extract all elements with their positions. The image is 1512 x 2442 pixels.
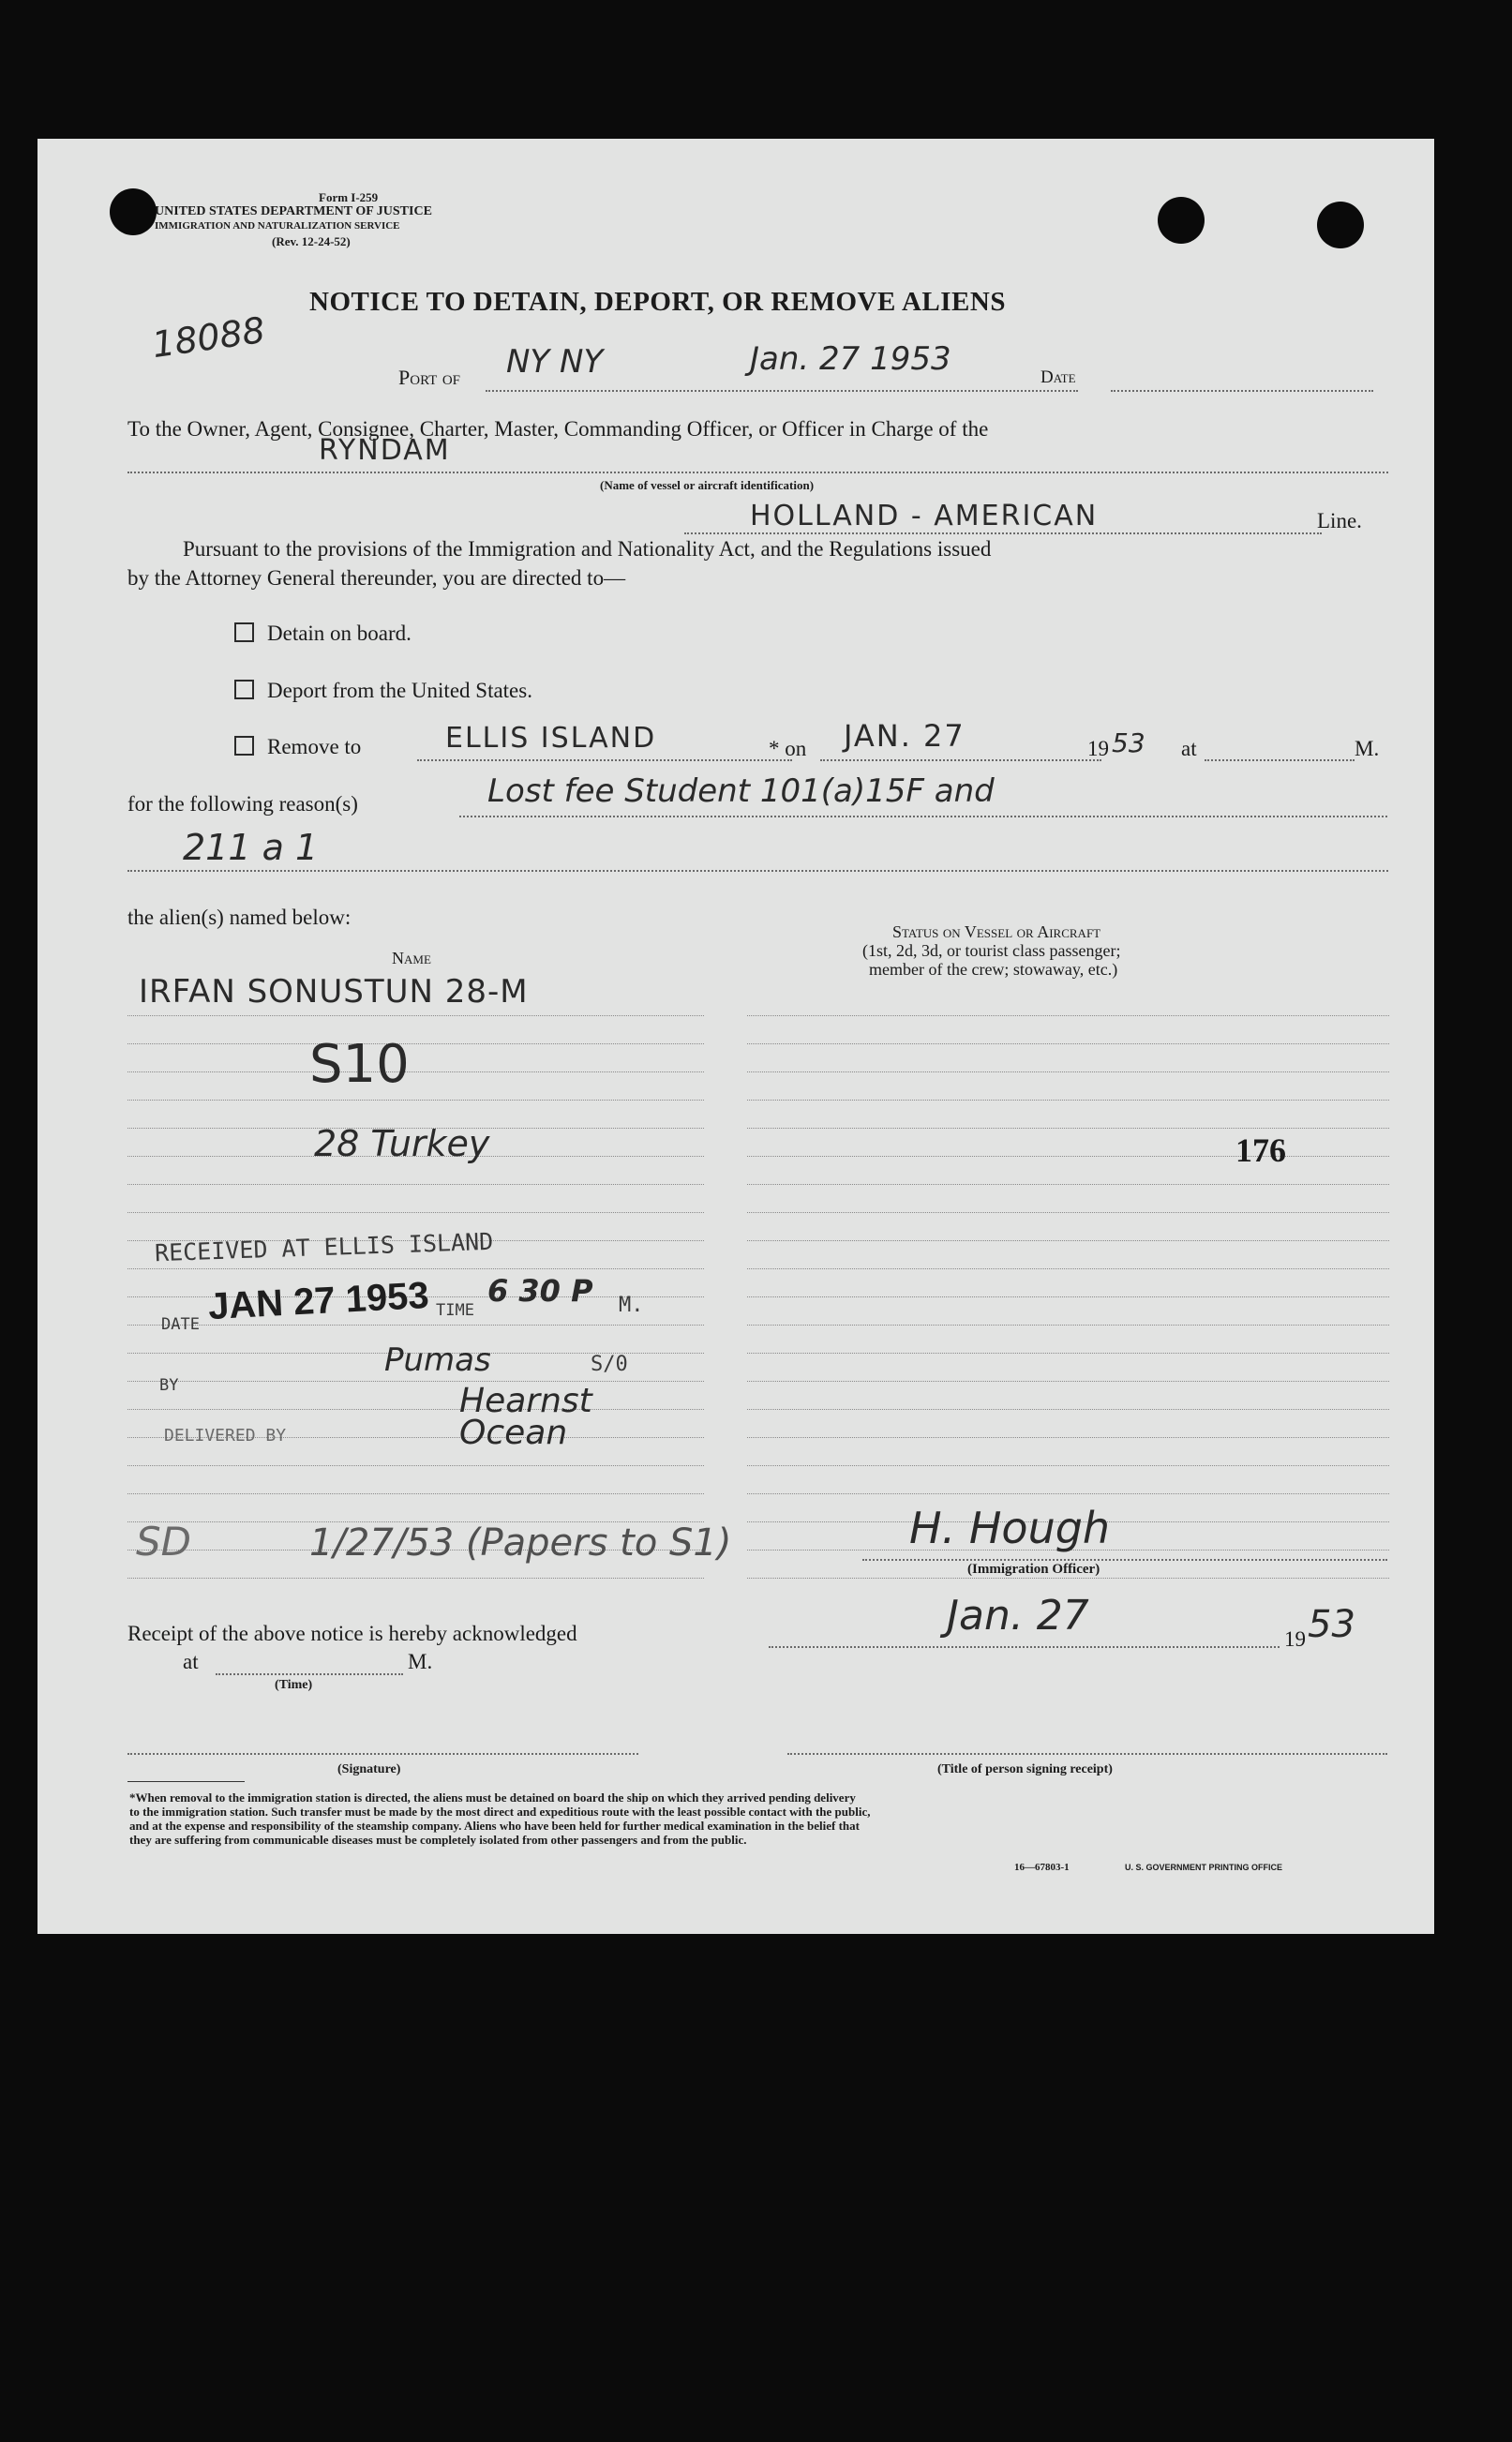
form-revision: (Rev. 12-24-52) <box>272 234 351 248</box>
status-header-line-2: (1st, 2d, 3d, or tourist class passenger; <box>862 941 1121 960</box>
remove-at-label: at <box>1181 737 1197 760</box>
signature-line <box>127 1753 638 1755</box>
agency-line-1: UNITED STATES DEPARTMENT OF JUSTICE <box>155 204 432 218</box>
status-rule-1 <box>747 1015 1389 1016</box>
status-rule-9 <box>747 1240 1389 1241</box>
name-rule-10 <box>127 1268 704 1269</box>
receipt-date-line <box>769 1646 1280 1648</box>
addressee-text: To the Owner, Agent, Consignee, Charter, Master, Commanding Officer, or Officer in Charge of the <box>127 417 989 441</box>
detain-label: Detain on board. <box>267 622 412 645</box>
print-code: 16—67803-1 <box>1014 1862 1070 1873</box>
stamp-by-label: BY <box>159 1376 179 1395</box>
deport-checkbox[interactable] <box>234 680 254 699</box>
signature-caption: (Signature) <box>337 1762 401 1776</box>
receipt-time-caption: (Time) <box>275 1678 313 1692</box>
status-rule-18 <box>747 1493 1389 1494</box>
vessel-name-handwritten: RYNDAM <box>319 434 451 467</box>
stamp-m-label: M. <box>619 1294 644 1317</box>
reason-line-1-handwritten: Lost fee Student 101(a)15F and <box>487 772 995 810</box>
shipping-line-handwritten: HOLLAND - AMERICAN <box>750 500 1099 532</box>
status-header-line-3: member of the crew; stowaway, etc.) <box>869 960 1118 979</box>
status-rule-16 <box>747 1437 1389 1438</box>
punch-hole-right <box>1317 202 1364 248</box>
status-rule-17 <box>747 1465 1389 1466</box>
status-number: 176 <box>1235 1131 1286 1169</box>
stamp-code: S/0 <box>591 1353 628 1376</box>
file-number-handwritten: 18088 <box>149 308 268 367</box>
receipt-date-handwritten: Jan. 27 <box>947 1592 1089 1640</box>
remove-checkbox[interactable] <box>234 736 254 756</box>
name-column-header: Name <box>392 949 431 967</box>
status-rule-2 <box>747 1043 1389 1044</box>
status-rule-7 <box>747 1184 1389 1185</box>
name-rule-18 <box>127 1493 704 1494</box>
remove-date-line <box>820 759 1101 761</box>
remove-label: Remove to <box>267 735 362 758</box>
name-rule-4 <box>127 1100 704 1101</box>
stamp-date-label: DATE <box>161 1315 200 1334</box>
receipt-time-line <box>216 1673 403 1675</box>
form-number: Form I-259 <box>319 190 379 204</box>
name-rule-3 <box>127 1071 704 1072</box>
detain-checkbox[interactable] <box>234 622 254 642</box>
officer-line <box>862 1559 1387 1561</box>
date-line <box>1111 390 1373 392</box>
title-line <box>787 1753 1387 1755</box>
name-rule-21 <box>127 1578 704 1579</box>
initials-handwritten: SD <box>136 1519 192 1565</box>
port-line <box>486 390 1078 392</box>
footnote-line-4: they are suffering from communicable diseases must be completely isolated from other passengers and from the public. <box>129 1833 747 1847</box>
officer-signature-handwritten: H. Hough <box>909 1503 1111 1553</box>
reason-line-1 <box>459 816 1387 817</box>
option-remove[interactable] <box>234 735 361 759</box>
remove-year-handwritten: 53 <box>1112 727 1145 758</box>
reason-line-2 <box>127 870 1388 872</box>
receipt-text: Receipt of the above notice is hereby acknowledged <box>127 1622 577 1645</box>
footnote-line-2: to the immigration station. Such transfer must be made by the most direct and expeditious route with the least possible contact with the public, <box>129 1805 871 1819</box>
stamp-delivered-handwritten: Hearnst Ocean <box>459 1382 592 1452</box>
footnote-rule <box>127 1781 245 1782</box>
status-rule-14 <box>747 1381 1389 1382</box>
status-rule-8 <box>747 1212 1389 1213</box>
papers-note-handwritten: 1/27/53 (Papers to S1) <box>309 1521 732 1565</box>
status-rule-12 <box>747 1325 1389 1326</box>
punch-hole-left <box>110 188 157 235</box>
line-label: Line. <box>1317 509 1362 532</box>
stamp-received: RECEIVED AT ELLIS ISLAND <box>154 1227 494 1267</box>
status-rule-13 <box>747 1353 1389 1354</box>
name-rule-2 <box>127 1043 704 1044</box>
status-rule-11 <box>747 1296 1389 1297</box>
pursuant-line-2: by the Attorney General thereunder, you are directed to— <box>127 566 626 590</box>
aliens-intro: the alien(s) named below: <box>127 906 352 929</box>
receipt-year-handwritten: 53 <box>1308 1603 1355 1646</box>
reason-line-2-handwritten: 211 a 1 <box>183 827 319 868</box>
port-label: Port of <box>398 366 461 389</box>
name-rule-17 <box>127 1465 704 1466</box>
receipt-m-label: M. <box>408 1650 433 1673</box>
stamp-time-label: TIME <box>436 1301 474 1320</box>
stamp-time-handwritten: 6 30 P <box>487 1273 593 1309</box>
pursuant-line-1: Pursuant to the provisions of the Immigration and Nationality Act, and the Regulations issued <box>183 537 992 561</box>
agency-line-2: IMMIGRATION AND NATURALIZATION SERVICE <box>155 220 400 232</box>
vessel-caption: (Name of vessel or aircraft identification) <box>600 478 815 492</box>
status-rule-10 <box>747 1268 1389 1269</box>
date-value-handwritten: Jan. 27 1953 <box>750 340 951 378</box>
remove-date-handwritten: JAN. 27 <box>844 718 966 754</box>
remove-place-handwritten: ELLIS ISLAND <box>445 722 657 755</box>
remove-year-prefix: 19 <box>1087 737 1109 760</box>
status-header-line-1: Status on Vessel or Aircraft <box>892 922 1101 941</box>
status-rule-4 <box>747 1100 1389 1101</box>
status-rule-5 <box>747 1128 1389 1129</box>
option-detain[interactable] <box>234 622 412 646</box>
stamp-by-handwritten: Pumas <box>384 1341 491 1379</box>
remove-m-label: M. <box>1355 737 1380 760</box>
status-rule-15 <box>747 1409 1389 1410</box>
printer-credit: U. S. GOVERNMENT PRINTING OFFICE <box>1125 1863 1283 1872</box>
stamp-delivered-label: DELIVERED BY <box>164 1426 287 1446</box>
name-rule-8 <box>127 1212 704 1213</box>
receipt-year-prefix: 19 <box>1284 1627 1306 1651</box>
on-label: * on <box>769 737 807 760</box>
name-rule-7 <box>127 1184 704 1185</box>
title-caption: (Title of person signing receipt) <box>937 1762 1113 1776</box>
name-rule-14 <box>127 1381 704 1382</box>
punch-hole-middle <box>1158 197 1205 244</box>
officer-caption: (Immigration Officer) <box>967 1562 1100 1577</box>
footnote-line-3: and at the expense and responsibility of the steamship company. Aliens who have been held for further medical examination in the belief that <box>129 1819 860 1833</box>
status-rule-21 <box>747 1578 1389 1579</box>
stamp-date-value: JAN 27 1953 <box>206 1274 430 1328</box>
option-deport[interactable] <box>234 679 532 703</box>
vessel-line <box>127 472 1388 473</box>
footnote-line-1: *When removal to the immigration station is directed, the aliens must be detained on board the ship on which they arrived pending delivery <box>129 1790 856 1805</box>
shipping-line-line <box>684 532 1322 534</box>
reason-label: for the following reason(s) <box>127 792 358 816</box>
alien-age-country-handwritten: 28 Turkey <box>314 1123 490 1164</box>
status-rule-6 <box>747 1156 1389 1157</box>
receipt-at-label: at <box>183 1650 199 1673</box>
remove-time-line <box>1205 759 1355 761</box>
remove-place-line <box>417 759 792 761</box>
deport-label: Deport from the United States. <box>267 679 532 702</box>
port-value-handwritten: NY NY <box>506 343 604 381</box>
alien-code-handwritten: S10 <box>309 1034 410 1095</box>
date-label: Date <box>1040 367 1076 387</box>
form-page <box>37 139 1434 1934</box>
name-rule-1 <box>127 1015 704 1016</box>
status-rule-3 <box>747 1071 1389 1072</box>
form-title: NOTICE TO DETAIN, DEPORT, OR REMOVE ALIENS <box>309 287 1006 317</box>
alien-name-handwritten: IRFAN SONUSTUN 28-M <box>139 973 529 1011</box>
